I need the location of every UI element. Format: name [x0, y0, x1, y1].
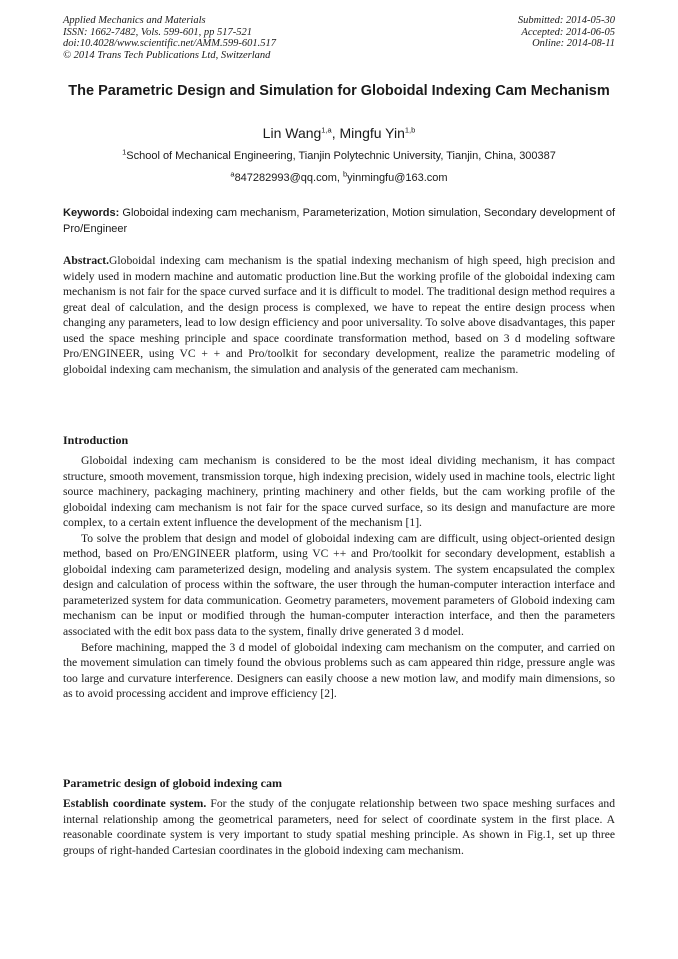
- email-address: yinmingfu@163.com: [347, 172, 448, 184]
- doi-line: doi:10.4028/www.scientific.net/AMM.599-601.517: [63, 38, 276, 49]
- section-heading: Introduction: [63, 433, 129, 447]
- accepted-date: Accepted: 2014-06-05: [521, 26, 615, 38]
- parametric-design-section: [63, 775, 615, 858]
- email-line: [63, 170, 615, 186]
- introduction-section: [63, 432, 615, 702]
- keywords-text: Globoidal indexing cam mechanism, Parameterization, Motion simulation, Secondary development of Pro/Engineer: [63, 207, 615, 235]
- email-superscript: b: [342, 169, 348, 179]
- issn-line: ISSN: 1662-7482, Vols. 599-601, pp 517-521: [63, 26, 252, 38]
- paragraph: Globoidal indexing cam mechanism is considered to be the most ideal dividing mechanism, it has compact structure, smooth movement, transmission torque, high indexing precision, widely used in machine tools, electric light source machinery, packaging machinery, printing machinery and other fields, but the cam working profile of the globoidal indexing cam mechanism is not fair for the space curved surface, so its design and manufacture are more complex, to a certain extent influence the development of the mechanism [1].: [63, 454, 615, 530]
- author-name: Mingfu Yin: [339, 125, 405, 141]
- section-heading: Parametric design of globoid indexing cam: [63, 776, 282, 790]
- journal-name: Applied Mechanics and Materials: [63, 15, 206, 26]
- copyright-line: © 2014 Trans Tech Publications Ltd, Switzerland: [63, 49, 271, 61]
- affiliation-text: School of Mechanical Engineering, Tianjin Polytechnic University, Tianjin, China, 300387: [126, 150, 556, 162]
- author-superscript: 1,a: [321, 125, 332, 135]
- author-separator: ,: [331, 125, 340, 141]
- abstract: [63, 253, 615, 377]
- abstract-label: Abstract.: [63, 254, 110, 267]
- affiliation: [63, 148, 615, 164]
- paragraph: Before machining, mapped the 3 d model of globoidal indexing cam mechanism on the computer, and carried on the movement simulation can timely found the obvious problems such as cam appeared thin ridge, pressure angle was too large and curvature interference. Designers can easily choose a new motion law, and modify main dimensions, so as to avoid processing accident and improve efficiency [2].: [63, 640, 615, 701]
- email-address: 847282993@qq.com,: [234, 172, 343, 184]
- abstract-text: Globoidal indexing cam mechanism is the spatial indexing mechanism of high speed, high precision and widely used in modern machine and automatic production line.But the working profile of the globoidal indexing cam mechanism is not fair for the space curved surface and it is difficult to model. The traditional design method requires a great deal of calculation, and the design process is complexed, we have to repeat the entire design process when changing any parameters, lead to low design efficiency and poor universality. To solve above disadvantages, this paper used the space meshing principle and space coordinate transformation method, based on 3 d modeling software Pro/ENGINEER, using VC + + and Pro/toolkit for secondary development, realize the parametric modeling of globoidal indexing cam mechanism, the simulation and analysis of the generated cam mechanism.: [63, 254, 615, 376]
- journal-header-left: [63, 15, 276, 61]
- journal-header-right: [518, 15, 615, 50]
- author-name: Lin Wang: [262, 125, 322, 141]
- paper-title: The Parametric Design and Simulation for Globoidal Indexing Cam Mechanism: [68, 83, 610, 99]
- paragraph: To solve the problem that design and model of globoidal indexing cam are difficult, using object-oriented design method, based on Pro/ENGINEER platform, using VC ++ and Pro/toolkit for secondary development, establish a globoidal indexing cam parameterized design, modeling and analysis system. The system encapsulated the complex design and calculation of process within the software, the user through the human-computer interaction interface and parameterized system for data communication. Geometry parameters, movement parameters of Globoid indexing cam mechanism can be input or modified through the human-computer interaction interface, and then the parameters associated with the edit box pass data to the system, finally drive generated 3 d model.: [63, 531, 615, 639]
- keywords-label: Keywords:: [63, 207, 120, 219]
- online-date: Online: 2014-08-11: [532, 38, 615, 49]
- affiliation-superscript: 1: [122, 147, 127, 157]
- paragraph-text: For the study of the conjugate relationship between two space meshing surfaces and internal relationship among the geometrical parameters, need for select of coordinate system in the first place. A reasonable coordinate system is very important to study spatial meshing principle. As shown in Fig.1, set up three groups of right-handed Cartesian coordinates in the globoid indexing cam mechanism.: [63, 797, 615, 857]
- email-superscript: a: [230, 169, 235, 179]
- runin-heading: Establish coordinate system.: [63, 797, 207, 810]
- submitted-date: Submitted: 2014-05-30: [517, 15, 615, 26]
- keywords: [63, 206, 615, 237]
- author-line: [63, 124, 615, 142]
- paragraph: [63, 796, 615, 858]
- author-superscript: 1,b: [404, 125, 416, 135]
